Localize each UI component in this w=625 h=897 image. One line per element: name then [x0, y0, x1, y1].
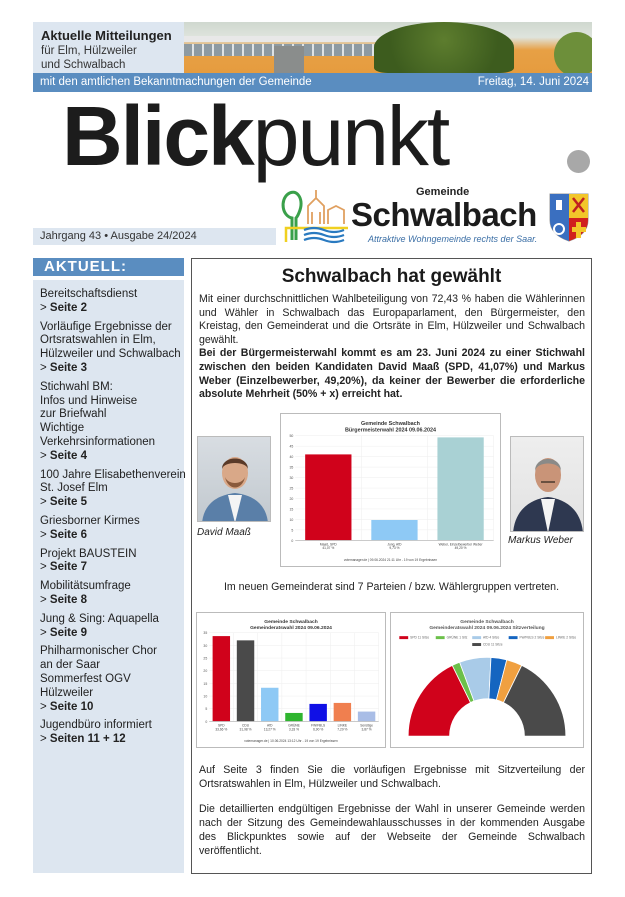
page-reference: Seite 4 [49, 449, 87, 462]
bar [213, 636, 230, 721]
coat-of-arms-icon [548, 192, 590, 242]
x-tick-label: GRÜNE [288, 723, 300, 728]
sidebar-item-label: Stichwahl BM: [40, 380, 113, 393]
y-tick-label: 40 [289, 455, 294, 460]
sidebar-item[interactable] [40, 548, 184, 576]
issue-number: Jahrgang 43 • Ausgabe 24/2024 [40, 230, 197, 242]
masthead [62, 89, 449, 183]
x-tick-label: Maaß, SPD [319, 542, 337, 547]
bar [371, 520, 417, 540]
legend-label: GRÜNE 1 Sitz [446, 635, 468, 640]
sidebar-item-page[interactable] [40, 701, 184, 715]
article-title: Schwalbach hat gewählt [281, 266, 502, 287]
x-tick-label: AfD [267, 723, 273, 728]
sidebar-item-label: Hülzweiler [40, 686, 94, 699]
sidebar-item-label: zur Briefwahl [40, 408, 107, 421]
chart-subtitle: Bürgermeisterwahl 2024 09.06.2024 [344, 427, 437, 434]
data-label: 49,20 % [454, 546, 467, 551]
caption-david-maass: David Maaß [197, 527, 251, 538]
y-tick-label: 5 [291, 528, 294, 533]
arrow-icon: > [40, 561, 50, 574]
article-bottom-paragraph-1: Auf Seite 3 finden Sie die vorläufigen Ergebnisse mit Sitzverteilung der Ortsratswahlen in Elm, Hülzweiler und Schwalbach. [199, 764, 585, 790]
arrow-icon: > [40, 361, 50, 374]
x-tick-label: SPD [217, 723, 225, 728]
legend-label: AfD 4 Sitze [483, 635, 500, 640]
chart-title: Gemeinde Schwalbach [264, 619, 318, 625]
header-subtitle-line: für Elm, Hülzweiler [41, 45, 137, 57]
chart-title: Gemeinde Schwalbach [361, 420, 420, 427]
legend-label: FW/FBLS 2 Sitze [519, 635, 545, 640]
y-tick-label: 30 [289, 476, 294, 481]
sidebar-item-label: Philharmonischer Chor [40, 645, 157, 658]
arrow-icon: > [40, 593, 50, 606]
arrow-icon: > [40, 700, 50, 713]
logo-name: Schwalbach [351, 196, 537, 233]
arrow-icon: > [40, 301, 50, 314]
article-intro [199, 293, 585, 402]
header-photo [184, 22, 592, 73]
sidebar-item[interactable] [40, 719, 184, 747]
mayor-election-chart [280, 413, 501, 567]
y-tick-label: 15 [289, 507, 294, 512]
sidebar-item-label: Vorläufige Ergebnisse der [40, 320, 172, 333]
y-tick-label: 45 [289, 444, 294, 449]
header-date: Freitag, 14. Juni 2024 [477, 76, 589, 88]
sidebar-item-label: Hülzweiler und Schwalbach [40, 348, 181, 361]
arrow-icon: > [40, 733, 50, 746]
y-tick-label: 30 [203, 643, 208, 648]
y-tick-label: 35 [203, 631, 208, 636]
article-council-text: Im neuen Gemeinderat sind 7 Parteien / bzw. Wählergruppen vertreten. [223, 581, 560, 593]
chart-subtitle: Gemeinderatswahl 2024 09.06.2024 Sitzverteilung [429, 625, 545, 631]
page-reference: Seite 6 [49, 528, 87, 541]
sidebar-item-label: 100 Jahre Elisabethenverein [40, 468, 186, 481]
sidebar-item-page[interactable] [40, 733, 184, 747]
chart-footer: votemanager.de | 09.06.2024 21:11 Uhr - 19 von 19 Ergebnissen [343, 558, 438, 563]
page-reference: Seite 3 [49, 361, 87, 374]
legend-swatch [509, 636, 518, 639]
data-label: 6,90 % [313, 727, 324, 732]
sidebar-item-label: Griesborner Kirmes [40, 514, 140, 527]
legend-label: LINKE 2 Sitze [555, 635, 577, 640]
sidebar-item-label: Wichtige [40, 422, 85, 435]
sidebar-list [40, 288, 184, 752]
legend-swatch [436, 636, 445, 639]
x-tick-label: Jung, AfD [387, 542, 402, 547]
y-tick-label: 15 [203, 681, 208, 686]
sidebar-item-label: Ortsratswahlen in Elm, [40, 334, 156, 347]
sidebar-item-page[interactable] [40, 362, 184, 376]
caption-markus-weber: Markus Weber [508, 535, 573, 546]
data-label: 3,33 % [288, 727, 300, 732]
x-tick-label: FW/FBLS [311, 723, 326, 728]
seat-distribution-chart [390, 612, 584, 748]
legend-swatch [399, 636, 408, 639]
bar [437, 437, 483, 540]
y-tick-label: 0 [291, 538, 294, 543]
article-bottom-paragraph-2: Die detaillierten endgültigen Ergebnisse der Wahl in unserer Gemeinde werden nach der Sitzung des Gemeindewahlausschusses in der kommenden Ausgabe des Blickpunktes sowie auf der Webseite der Gemeinde Schwalbach veröffentlicht. [199, 803, 585, 857]
photo-markus-weber [510, 436, 584, 532]
bar [305, 454, 351, 540]
chart-title: Gemeinde Schwalbach [460, 619, 514, 625]
x-tick-label: Weber, Einzelbewerber Weber [438, 542, 483, 547]
masthead-light: punkt [252, 89, 449, 183]
arrow-icon: > [40, 626, 50, 639]
sidebar-item-label: Mobilitätsumfrage [40, 580, 131, 593]
sidebar-item[interactable] [40, 321, 184, 376]
y-tick-label: 25 [203, 656, 208, 661]
bar [309, 704, 326, 721]
sidebar-item-label: Projekt BAUSTEIN [40, 547, 137, 560]
x-tick-label: Sonstige [360, 723, 373, 728]
header-subtitle-line: und Schwalbach [41, 59, 126, 71]
sidebar-heading: AKTUELL: [44, 258, 127, 275]
sidebar-item-page[interactable] [40, 627, 184, 641]
bar [237, 640, 254, 721]
council-election-chart [196, 612, 386, 748]
sidebar-item-label: St. Josef Elm [40, 482, 108, 495]
arrow-icon: > [40, 496, 50, 509]
legend-label: CDU 11 Sitze [483, 642, 503, 647]
data-label: 33,66 % [215, 727, 228, 732]
y-tick-label: 20 [203, 669, 208, 674]
sidebar-item-label: an der Saar [40, 659, 101, 672]
legend-swatch [545, 636, 554, 639]
x-tick-label: LINKE [337, 723, 348, 728]
x-tick-label: CDU [242, 723, 250, 728]
header-band-text: mit den amtlichen Bekanntmachungen der Gemeinde [40, 76, 312, 88]
sidebar-item[interactable] [40, 381, 184, 464]
article-bold-text: Bei der Bürgermeisterwahl kommt es am 23. Juni 2024 zu einer Stichwahl zwischen den beiden Kandidaten David Maaß (SPD, 41,07%) und Markus Weber (Einzelbewerber, 49,20%), da keiner der Bewerber die erforderliche absolute Mehrheit (50% + x) erreicht hat. [199, 347, 585, 401]
header-subtitle [41, 44, 137, 72]
sidebar-item-page[interactable] [40, 594, 184, 608]
page-reference: Seite 10 [49, 700, 94, 713]
sidebar-item-page[interactable] [40, 302, 184, 316]
masthead-bold: Blick [62, 89, 253, 183]
logo-tagline: Attraktive Wohngemeinde rechts der Saar. [368, 234, 538, 244]
sidebar-item-label: Jugendbüro informiert [40, 719, 152, 732]
bar [334, 703, 351, 721]
page-reference: Seiten 11 + 12 [49, 733, 126, 746]
arrow-icon: > [40, 528, 50, 541]
page-reference: Seite 2 [49, 301, 87, 314]
y-tick-label: 50 [289, 434, 294, 439]
y-tick-label: 10 [203, 694, 208, 699]
sidebar-item[interactable] [40, 645, 184, 714]
photo-david-maass [197, 436, 271, 522]
arrow-icon: > [40, 449, 50, 462]
article-intro-text: Mit einer durchschnittlichen Wahlbeteiligung von 72,43 % haben die Wählerinnen und Wähler in Schwalbach das Europaparlament, den Bürgermeister, den Kreistag, den Gemeinderat und die Ortsräte in Elm, Hülzweiler und Schwalbach gewählt. [199, 293, 585, 346]
data-label: 9,73 % [389, 546, 400, 551]
sidebar-item[interactable] [40, 515, 184, 543]
masthead-dot [567, 150, 590, 173]
legend-label: SPD 11 Sitze [410, 635, 430, 640]
sidebar-item-label: Jung & Sing: Aquapella [40, 612, 159, 625]
bar [358, 712, 375, 722]
page-reference: Seite 5 [49, 496, 87, 509]
sidebar-item-page[interactable] [40, 450, 184, 464]
y-tick-label: 10 [289, 517, 294, 522]
sidebar-item-page[interactable] [40, 496, 184, 510]
logo-gemeinde: Gemeinde [416, 186, 470, 198]
legend-swatch [472, 643, 481, 646]
sidebar-item-label: Infos und Hinweise [40, 394, 138, 407]
y-tick-label: 35 [289, 465, 294, 470]
data-label: 7,29 % [337, 727, 348, 732]
header-title: Aktuelle Mitteilungen [41, 28, 172, 43]
sidebar-item[interactable] [40, 288, 184, 316]
municipality-logo-icon [278, 188, 350, 244]
y-tick-label: 5 [205, 707, 208, 712]
chart-footer: votemanager.de | 10.06.2024 13:12 Uhr - 19 von 19 Ergebnissen [244, 739, 338, 744]
chart-subtitle: Gemeinderatswahl 2024 09.06.2024 [250, 625, 332, 631]
sidebar-item-page[interactable] [40, 529, 184, 543]
page-reference: Seite 8 [49, 593, 87, 606]
bar [285, 713, 302, 721]
page-reference: Seite 7 [49, 561, 87, 574]
y-tick-label: 20 [289, 496, 294, 501]
data-label: 3,87 % [361, 727, 372, 732]
legend-swatch [472, 636, 481, 639]
sidebar-item-page[interactable] [40, 561, 184, 575]
sidebar-item-label: Bereitschaftsdienst [40, 288, 138, 300]
y-tick-label: 0 [205, 719, 208, 724]
data-label: 31,98 % [239, 727, 252, 732]
data-label: 41,07 % [322, 546, 335, 551]
y-tick-label: 25 [289, 486, 294, 491]
data-label: 13,27 % [263, 727, 276, 732]
sidebar-item-label: Verkehrsinformationen [40, 435, 156, 448]
sidebar-item-label: Sommerfest OGV [40, 672, 131, 685]
page-reference: Seite 9 [49, 626, 87, 639]
sidebar-item[interactable] [40, 613, 184, 641]
sidebar-item[interactable] [40, 580, 184, 608]
bar [261, 688, 278, 722]
sidebar-item[interactable] [40, 469, 184, 510]
